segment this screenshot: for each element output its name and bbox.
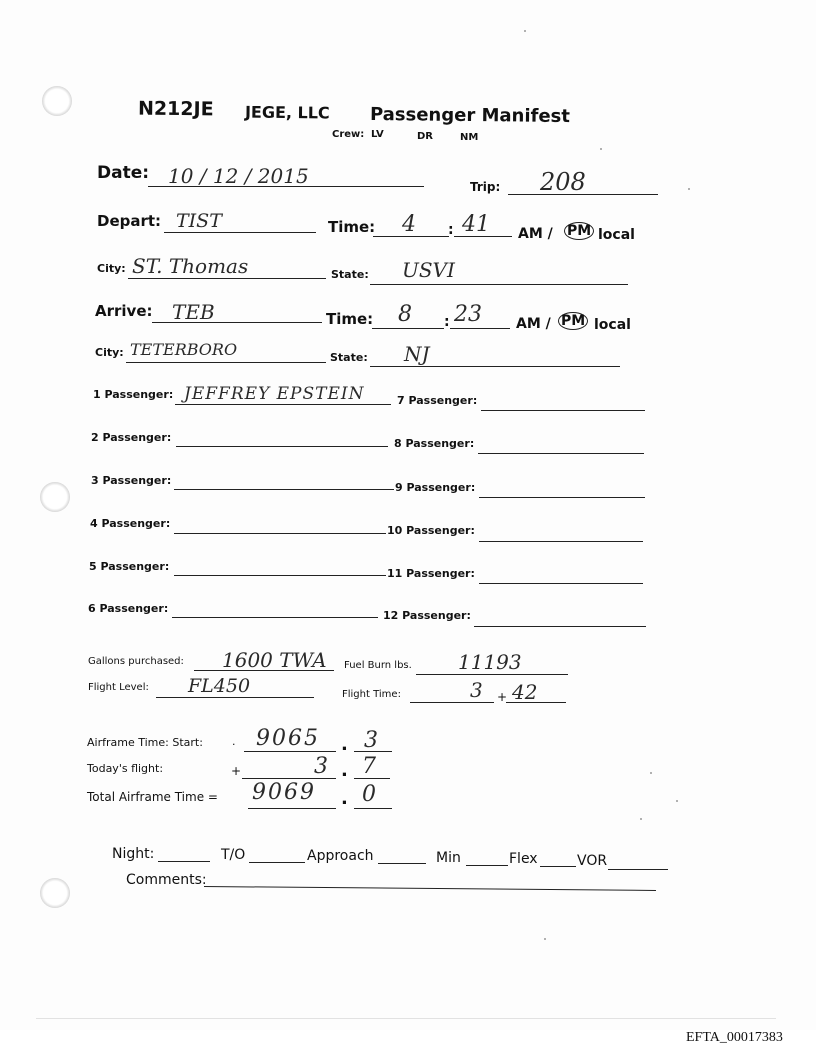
total-airframe-tenth-line bbox=[354, 808, 392, 809]
approach-label: Approach bbox=[307, 848, 374, 864]
bates-number: EFTA_00017383 bbox=[686, 1030, 783, 1045]
min-line bbox=[466, 865, 508, 866]
total-airframe-whole-line bbox=[248, 808, 336, 809]
passenger-2-label: 2 Passenger: bbox=[91, 431, 172, 444]
today-flight-plus: + bbox=[231, 764, 242, 778]
passenger-7-label: 7 Passenger: bbox=[397, 394, 478, 407]
passenger-8-line bbox=[478, 453, 644, 454]
depart-state-label: State: bbox=[331, 268, 369, 281]
arrive-city-line bbox=[126, 362, 326, 363]
night-line bbox=[158, 861, 210, 862]
scan-speck bbox=[688, 188, 690, 190]
arrive-hour[interactable]: 8 bbox=[398, 302, 412, 327]
depart-line bbox=[164, 232, 316, 233]
crew-nm: NM bbox=[460, 132, 479, 143]
fuel-burn-line bbox=[416, 674, 568, 675]
fuel-burn-label: Fuel Burn lbs. bbox=[344, 660, 412, 671]
arrive-am: AM / bbox=[516, 316, 551, 332]
today-flight-dot: . bbox=[341, 760, 348, 781]
comments-line bbox=[204, 886, 656, 891]
arrive-time-colon: : bbox=[444, 314, 450, 330]
airframe-start-dot: . bbox=[341, 734, 348, 755]
arrive-minute-line bbox=[450, 328, 510, 329]
depart-hour[interactable]: 4 bbox=[402, 212, 416, 237]
passenger-11-label: 11 Passenger: bbox=[387, 567, 475, 580]
company-name: JEGE, LLC bbox=[244, 102, 330, 123]
passenger-1-label: 1 Passenger: bbox=[93, 388, 174, 401]
arrive-state-label: State: bbox=[330, 351, 368, 364]
arrive-label: Arrive: bbox=[95, 302, 153, 320]
passenger-6-line bbox=[172, 617, 378, 618]
passenger-4-line bbox=[174, 533, 386, 534]
arrive-minute[interactable]: 23 bbox=[454, 302, 482, 327]
trip-value[interactable]: 208 bbox=[540, 168, 586, 196]
arrive-time-label: Time: bbox=[326, 310, 374, 328]
passenger-6-label: 6 Passenger: bbox=[88, 602, 169, 615]
gallons-value[interactable]: 1600 TWA bbox=[222, 648, 327, 672]
scan-speck bbox=[600, 148, 602, 150]
airframe-start-tenth[interactable]: 3 bbox=[364, 728, 378, 753]
arrive-hour-line bbox=[372, 328, 444, 329]
passenger-4-label: 4 Passenger: bbox=[90, 517, 171, 530]
today-flight-whole[interactable]: 3 bbox=[314, 754, 328, 779]
total-airframe-dot: . bbox=[341, 788, 348, 809]
passenger-11-line bbox=[479, 583, 643, 584]
depart-am: AM / bbox=[518, 226, 553, 242]
arrive-city-label: City: bbox=[95, 346, 124, 359]
total-airframe-tenth[interactable]: 0 bbox=[362, 782, 376, 807]
airframe-start-whole[interactable]: 9065 bbox=[256, 726, 320, 751]
airframe-start-whole-line bbox=[244, 751, 336, 752]
binder-hole-middle bbox=[40, 482, 70, 512]
footer bbox=[0, 1030, 816, 1056]
scan-speck bbox=[650, 772, 652, 774]
night-label: Night: bbox=[112, 846, 155, 862]
passenger-1-name[interactable]: JEFFREY EPSTEIN bbox=[184, 384, 365, 404]
passenger-12-line bbox=[474, 626, 646, 627]
depart-city-line bbox=[128, 278, 326, 279]
depart-minute[interactable]: 41 bbox=[462, 212, 490, 237]
fuel-burn-value[interactable]: 11193 bbox=[458, 650, 522, 674]
min-label: Min bbox=[436, 850, 461, 866]
scan-speck bbox=[524, 30, 526, 32]
today-flight-tenth[interactable]: 7 bbox=[362, 754, 376, 779]
to-line bbox=[249, 862, 305, 863]
arrive-city[interactable]: TETERBORO bbox=[130, 340, 238, 359]
scan-speck bbox=[676, 800, 678, 802]
airframe-start-label: Airframe Time: Start: bbox=[87, 736, 203, 749]
depart-local: local bbox=[598, 227, 635, 243]
passenger-10-label: 10 Passenger: bbox=[387, 524, 475, 537]
date-label: Date: bbox=[97, 163, 150, 183]
vor-line bbox=[608, 869, 668, 870]
total-airframe-whole[interactable]: 9069 bbox=[252, 780, 316, 805]
arrive-pm-circled[interactable]: PM bbox=[558, 312, 588, 330]
crew-lv: LV bbox=[371, 129, 384, 140]
depart-state-line bbox=[370, 284, 628, 285]
scan-speck bbox=[544, 938, 546, 940]
arrive-value[interactable]: TEB bbox=[172, 300, 215, 324]
depart-city-label: City: bbox=[97, 262, 126, 275]
today-flight-label: Today's flight: bbox=[87, 762, 164, 775]
passenger-5-line bbox=[174, 575, 386, 576]
tail-number: N212JE bbox=[137, 97, 214, 121]
airframe-start-dot-leader: · bbox=[232, 738, 236, 751]
passenger-7-line bbox=[481, 410, 645, 411]
flight-level-line bbox=[156, 697, 314, 698]
page-bottom-edge bbox=[36, 1018, 776, 1019]
scan-speck bbox=[640, 818, 642, 820]
passenger-2-line bbox=[176, 446, 388, 447]
depart-state[interactable]: USVI bbox=[402, 258, 455, 282]
gallons-label: Gallons purchased: bbox=[88, 656, 184, 667]
page-title: Passenger Manifest bbox=[369, 103, 571, 128]
depart-label: Depart: bbox=[97, 212, 162, 230]
flight-hours-line bbox=[410, 702, 494, 703]
flex-label: Flex bbox=[509, 851, 538, 867]
arrive-local: local bbox=[594, 317, 631, 333]
flight-time-label: Flight Time: bbox=[342, 689, 401, 700]
trip-label: Trip: bbox=[470, 180, 501, 194]
flight-level-value[interactable]: FL450 bbox=[188, 675, 251, 697]
passenger-8-label: 8 Passenger: bbox=[394, 437, 475, 450]
arrive-state-line bbox=[370, 366, 620, 367]
vor-label: VOR bbox=[577, 853, 608, 869]
passenger-9-label: 9 Passenger: bbox=[395, 481, 476, 494]
flight-minutes[interactable]: 42 bbox=[512, 680, 538, 704]
depart-pm-circled[interactable]: PM bbox=[564, 222, 594, 240]
depart-time-label: Time: bbox=[328, 218, 376, 236]
depart-value[interactable]: TIST bbox=[176, 210, 222, 232]
passenger-3-label: 3 Passenger: bbox=[91, 474, 172, 487]
total-airframe-label: Total Airframe Time = bbox=[87, 790, 218, 804]
flex-line bbox=[540, 866, 576, 867]
binder-hole-bottom bbox=[40, 878, 70, 908]
passenger-3-line bbox=[174, 489, 394, 490]
depart-city[interactable]: ST. Thomas bbox=[132, 254, 249, 278]
binder-hole-top bbox=[42, 86, 72, 116]
approach-line bbox=[378, 863, 426, 864]
passenger-5-label: 5 Passenger: bbox=[89, 560, 170, 573]
depart-time-colon: : bbox=[448, 222, 454, 238]
crew-dr: DR bbox=[417, 131, 434, 142]
arrive-state[interactable]: NJ bbox=[404, 342, 430, 366]
passenger-12-label: 12 Passenger: bbox=[383, 609, 471, 622]
passenger-1-line bbox=[175, 404, 391, 405]
to-label: T/O bbox=[221, 847, 246, 863]
date-value[interactable]: 10 / 12 / 2015 bbox=[168, 164, 309, 188]
comments-label: Comments: bbox=[126, 872, 207, 888]
passenger-9-line bbox=[479, 497, 645, 498]
crew-label: Crew: bbox=[332, 129, 365, 140]
flight-time-plus: + bbox=[497, 690, 508, 704]
flight-hours[interactable]: 3 bbox=[470, 678, 483, 702]
passenger-10-line bbox=[479, 541, 643, 542]
flight-level-label: Flight Level: bbox=[88, 682, 149, 693]
